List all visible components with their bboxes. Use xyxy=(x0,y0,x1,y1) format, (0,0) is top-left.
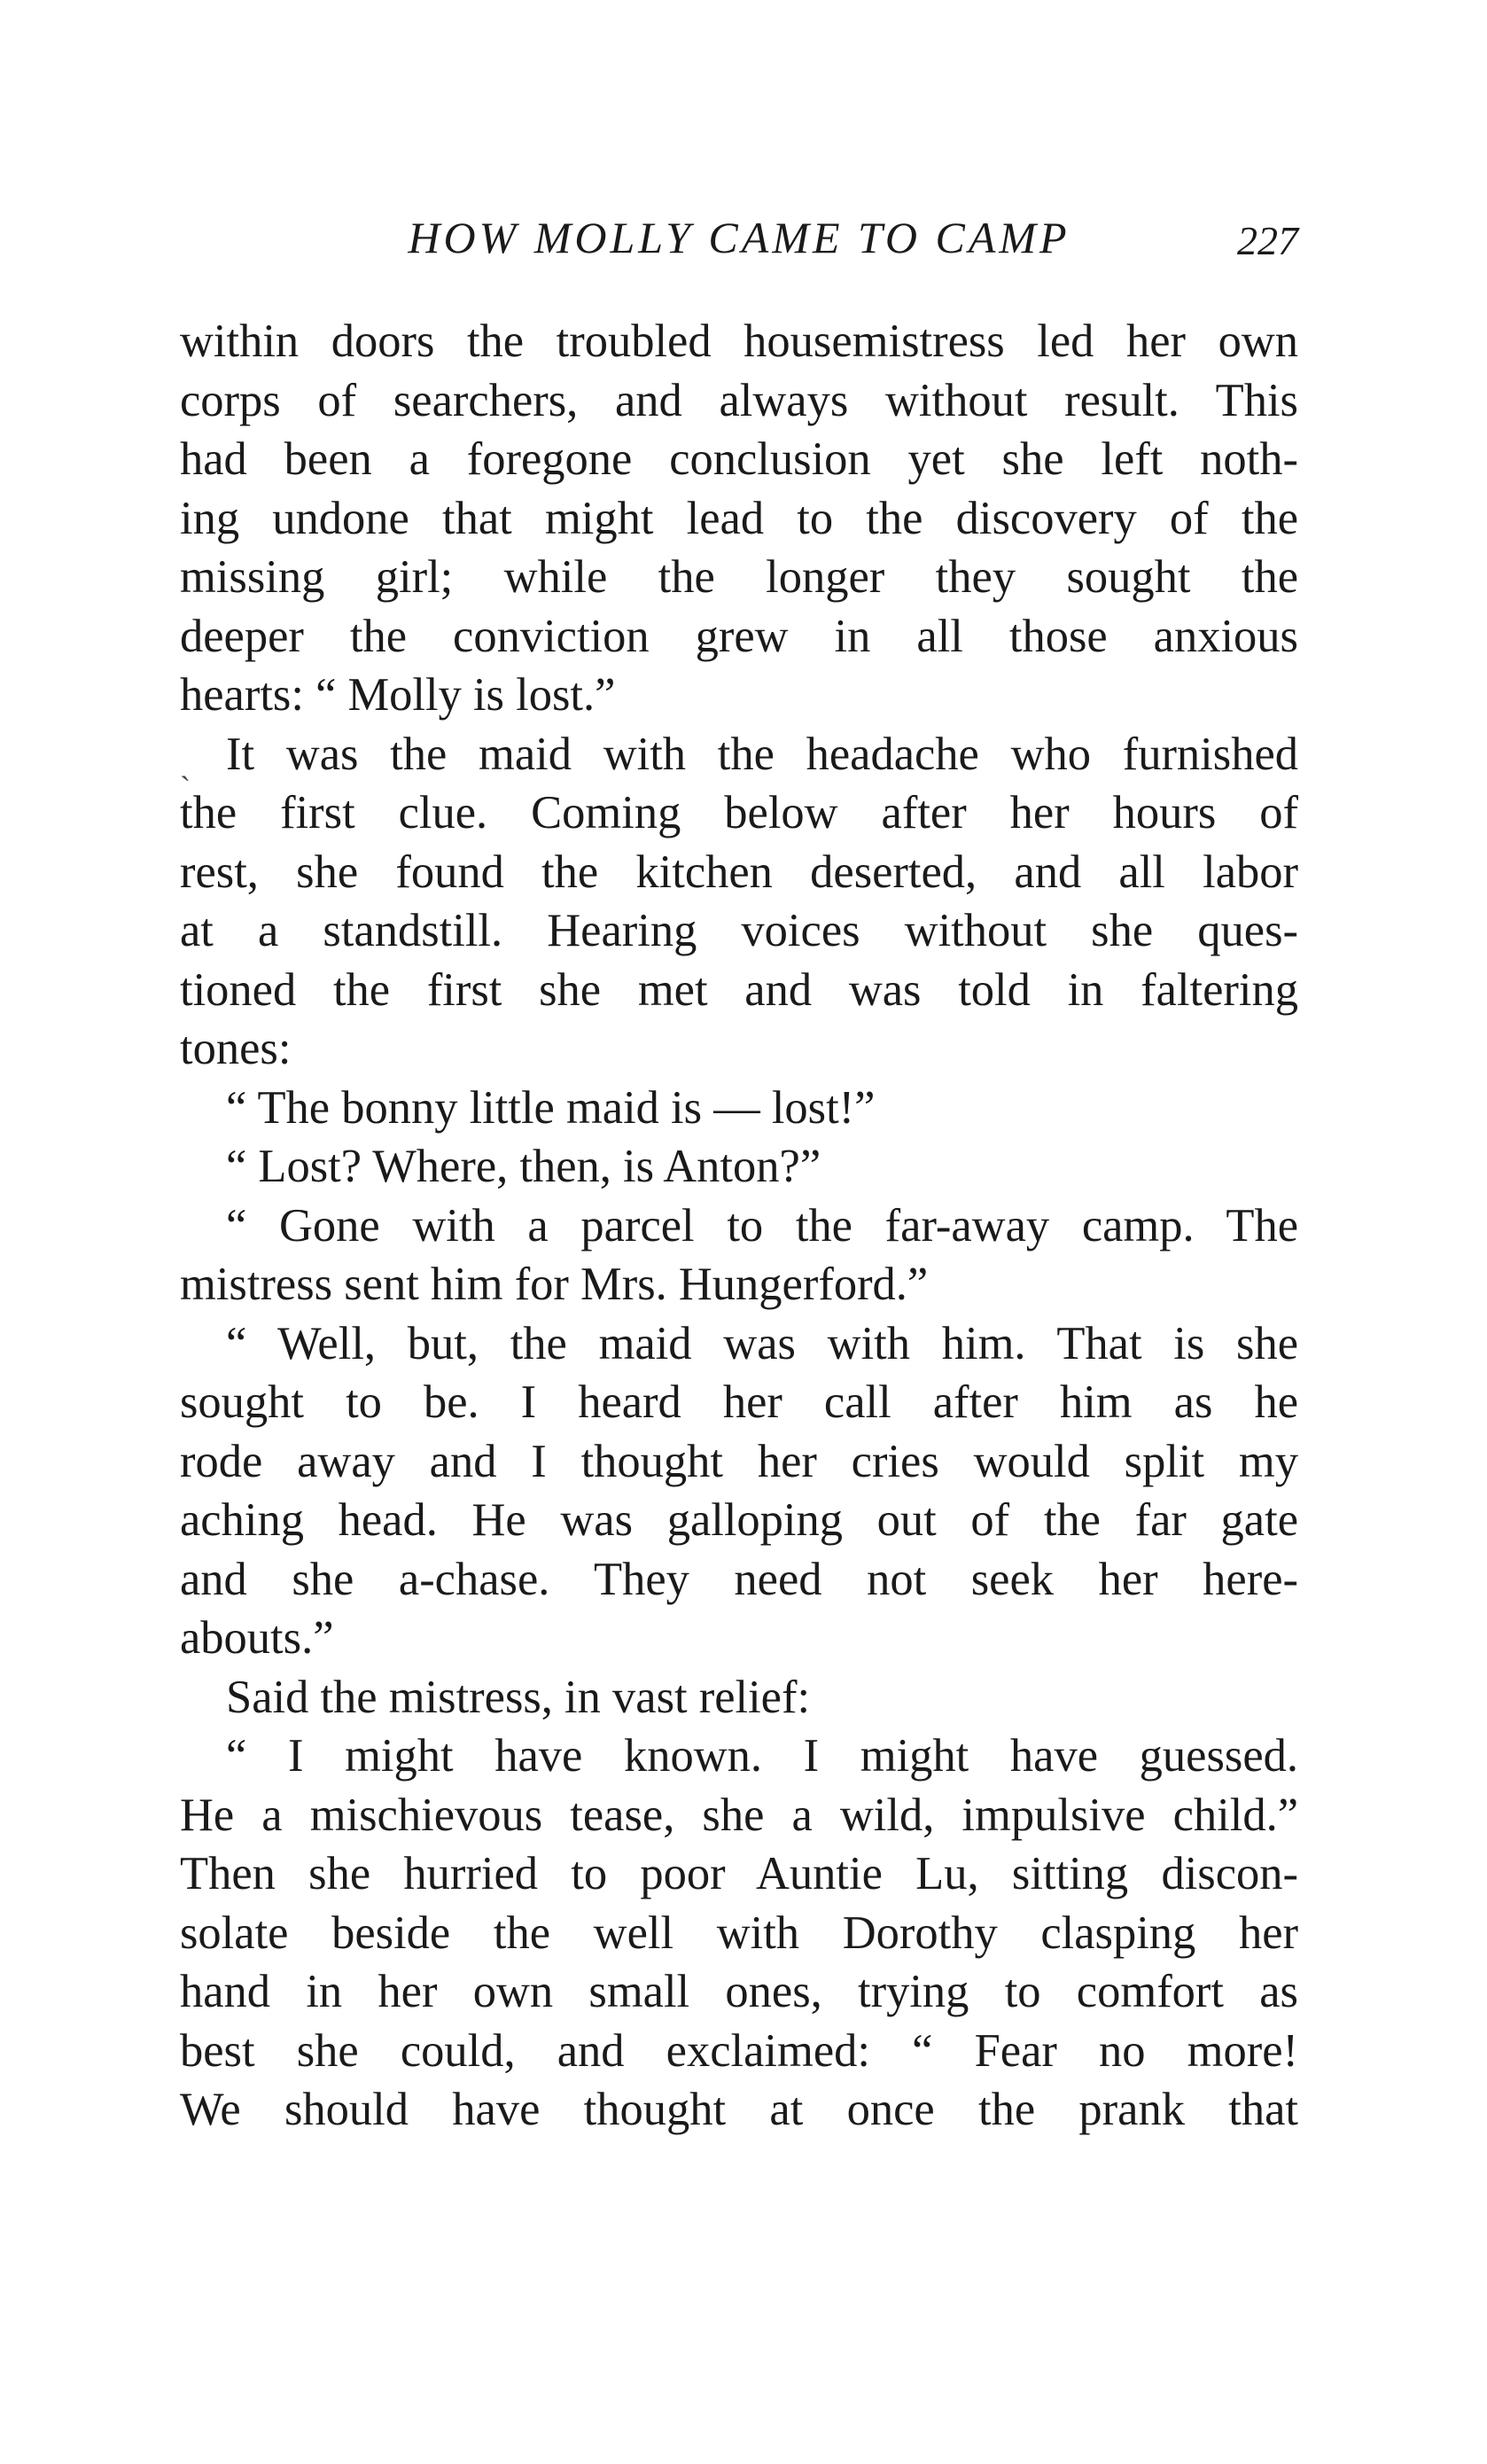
running-title: HOW MOLLY CAME TO CAMP xyxy=(408,213,1070,262)
text-line: Said the mistress, in vast relief: xyxy=(226,1671,811,1723)
text-line: sought to be. I heard her call after him as he xyxy=(180,1376,1298,1428)
printer-mark: ˏ xyxy=(180,745,191,781)
text-line: mistress sent him for Mrs. Hungerford.” xyxy=(180,1259,929,1310)
body-text xyxy=(180,312,1298,2140)
text-line: tioned the first she met and was told in faltering xyxy=(180,963,1298,1016)
text-line: “ I might have known. I might have guessed. xyxy=(226,1730,1298,1782)
text-line: within doors the troubled housemistress led her own xyxy=(180,316,1298,367)
text-line: He a mischievous tease, she a wild, impulsive child.” xyxy=(180,1789,1298,1841)
text-line: corps of searchers, and always without result. This xyxy=(180,374,1298,426)
text-line: missing girl; while the longer they sought the xyxy=(180,551,1298,603)
text-line: and she a-chase. They need not seek her here- xyxy=(180,1553,1298,1605)
text-line: tones: xyxy=(180,1023,292,1074)
text-line: “ Gone with a parcel to the far-away camp. The xyxy=(226,1199,1298,1251)
text-line: hand in her own small ones, trying to comfort as xyxy=(180,1966,1298,2017)
text-line: rode away and I thought her cries would split my xyxy=(180,1435,1298,1487)
text-line: “ Lost? Where, then, is Anton?” xyxy=(226,1141,821,1192)
text-line: aching head. He was galloping out of the far gate xyxy=(180,1494,1298,1546)
text-line: It was the maid with the headache who furnished xyxy=(226,728,1298,780)
text-line: “ The bonny little maid is — lost!” xyxy=(226,1081,876,1134)
text-line: solate beside the well with Dorothy clasping her xyxy=(180,1906,1298,1959)
text-line: hearts: “ Molly is lost.” xyxy=(180,669,616,721)
text-line: best she could, and exclaimed: “ Fear no more! xyxy=(180,2024,1298,2077)
text-line: ing undone that might lead to the discovery of the xyxy=(180,492,1298,544)
text-line: deeper the conviction grew in all those anxious xyxy=(180,610,1298,662)
text-line: We should have thought at once the prank that xyxy=(180,2084,1298,2135)
text-line: Then she hurried to poor Auntie Lu, sitting discon- xyxy=(180,1848,1298,1899)
text-line: “ Well, but, the maid was with him. That is she xyxy=(226,1317,1298,1369)
text-line: rest, she found the kitchen deserted, and all labor xyxy=(180,846,1298,898)
running-head xyxy=(180,211,1298,273)
text-line: the first clue. Coming below after her hours of xyxy=(180,787,1298,838)
page-number: 227 xyxy=(1237,218,1298,263)
text-line: had been a foregone conclusion yet she left noth- xyxy=(180,433,1298,485)
text-line: at a standstill. Hearing voices without she ques- xyxy=(180,905,1298,956)
text-line: abouts.” xyxy=(180,1612,334,1664)
